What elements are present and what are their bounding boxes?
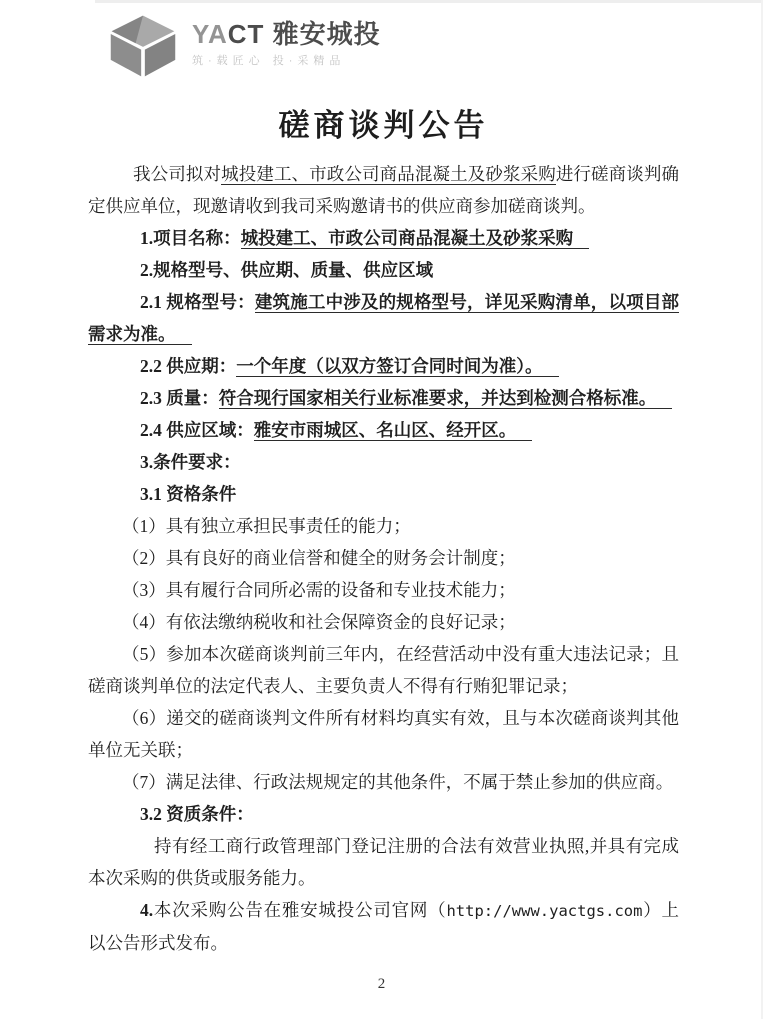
item-2-2-supply-period	[88, 350, 679, 382]
item-2-1-label: 2.1 规格型号：	[140, 292, 255, 312]
announcement-body	[88, 158, 679, 959]
brand-name-cn: CT 雅安城投	[227, 19, 381, 49]
brand-name	[192, 20, 381, 48]
scan-artifact-top	[95, 0, 763, 3]
item-2-4-supply-area	[88, 414, 679, 446]
qualification-item-3: （3）具有履行合同所必需的设备和专业技术能力；	[122, 580, 516, 600]
item-3-1-heading: 3.1 资格条件	[140, 484, 237, 504]
company-logo	[108, 12, 679, 82]
page-title: 磋商谈判公告	[278, 108, 489, 143]
cube-logo-icon	[108, 14, 178, 78]
item-2-1-spec	[88, 286, 679, 350]
intro-paragraph	[88, 158, 679, 222]
item-2-3-value-underlined: 符合现行国家相关行业标准要求，并达到检测合格标准。	[219, 388, 673, 409]
intro-text-before: 我公司拟对	[133, 164, 222, 184]
item-2-3-label: 2.3 质量：	[140, 388, 219, 408]
brand-tagline: 筑·载匠心 投·采精品	[192, 55, 346, 67]
item-3-2-heading: 3.2 资质条件：	[140, 804, 254, 824]
item-1-project-name	[88, 222, 679, 254]
intro-project-name-underlined: 城投建工、市政公司商品混凝土及砂浆采购	[221, 164, 556, 184]
item-4-publication	[88, 894, 679, 959]
item-4-text-after-url: ）上以公告形式发布。	[88, 900, 680, 953]
item-4-url: http://www.yactgs.com	[446, 902, 643, 920]
item-2-heading: 2.规格型号、供应期、质量、供应区域	[140, 260, 434, 280]
item-2-4-value-underlined: 雅安市雨城区、名山区、经开区。	[254, 420, 533, 441]
logo-text-block	[192, 12, 381, 68]
item-2-4-label: 2.4 供应区域：	[140, 420, 254, 440]
item-1-label: 1.项目名称：	[140, 228, 241, 248]
page-number: 2	[377, 976, 386, 992]
qualification-item-7: （7）满足法律、行政法规规定的其他条件，不属于禁止参加的供应商。	[122, 772, 674, 792]
item-4-number: 4.	[140, 900, 154, 920]
item-1-value-underlined: 城投建工、市政公司商品混凝土及砂浆采购	[241, 228, 590, 249]
item-3-heading: 3.条件要求：	[140, 452, 241, 472]
qualification-item-5: （5）参加本次磋商谈判前三年内，在经营活动中没有重大违法记录；且磋商谈判单位的法定代表人、主要负责人不得有行贿犯罪记录；	[88, 644, 679, 696]
item-2-1-value-underlined: 建筑施工中涉及的规格型号，详见采购清单，以项目部需求为准。	[88, 292, 680, 344]
brand-name-latin: YA	[192, 19, 228, 49]
qualification-item-1: （1）具有独立承担民事责任的能力；	[122, 516, 411, 536]
item-2-2-value-underlined: 一个年度（以双方签订合同时间为准）。	[236, 356, 558, 377]
item-2-3-quality	[88, 382, 679, 414]
intro-text-after: 进行磋商谈判确定供应单位，现邀请收到我司采购邀请书的供应商参加磋商谈判。	[88, 164, 680, 216]
qualification-item-4: （4）有依法缴纳税收和社会保障资金的良好记录；	[122, 612, 516, 632]
qualification-item-6: （6）递交的磋商谈判文件所有材料均真实有效，且与本次磋商谈判其他单位无关联；	[88, 708, 679, 760]
qualification-item-2: （2）具有良好的商业信誉和健全的财务会计制度；	[122, 548, 516, 568]
item-4-text-before-url: 本次采购公告在雅安城投公司官网（	[153, 900, 447, 920]
item-3-2-text: 持有经工商行政管理部门登记注册的合法有效营业执照,并具有完成本次采购的供货或服务能力。	[88, 836, 679, 888]
item-2-2-label: 2.2 供应期：	[140, 356, 237, 376]
